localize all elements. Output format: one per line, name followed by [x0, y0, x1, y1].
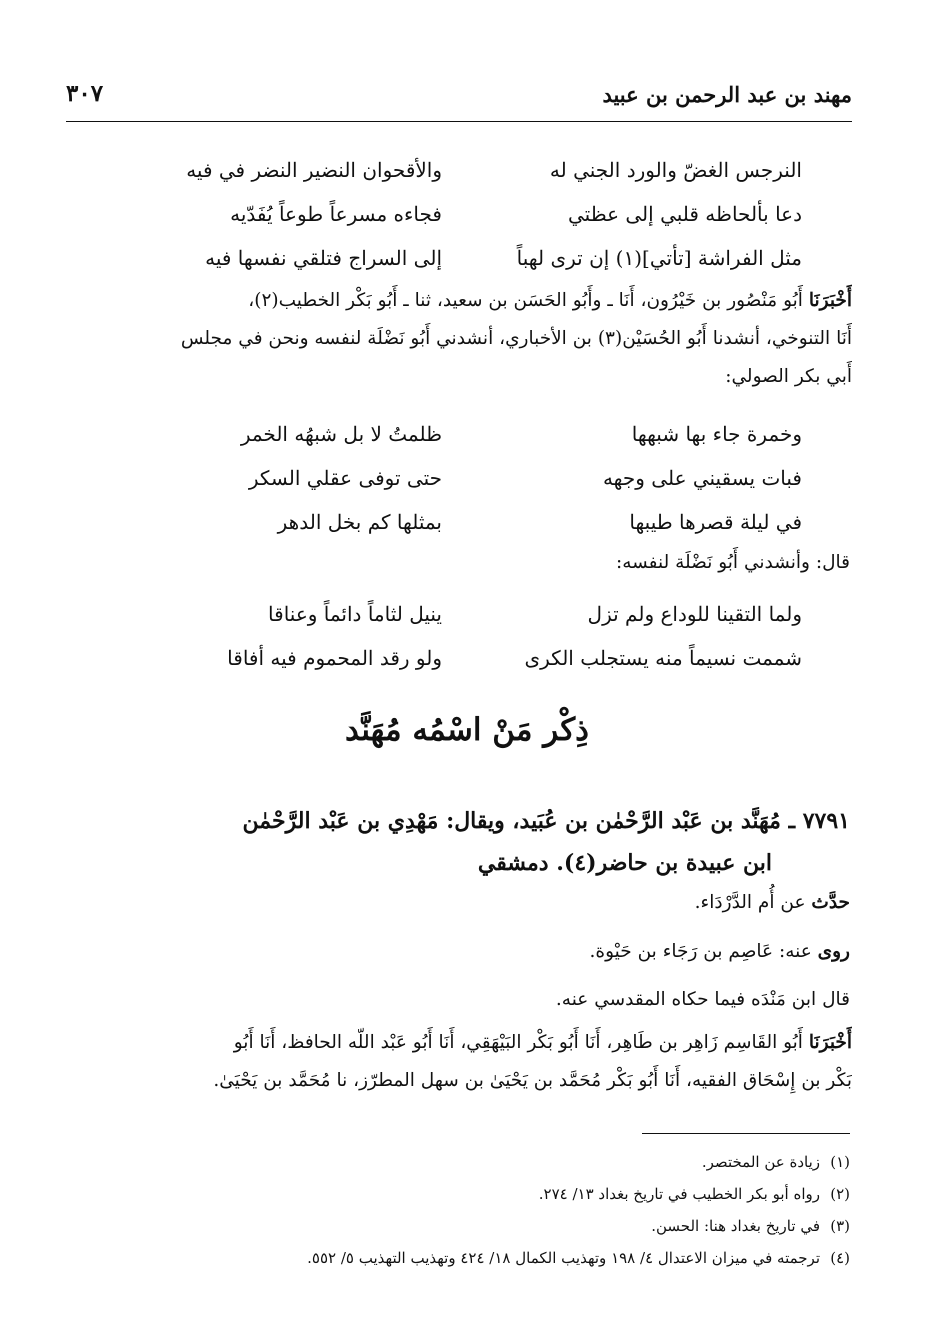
verse-5 [102, 462, 802, 494]
isnad-line: أَبي بكر الصولي: [725, 366, 852, 387]
verse-8 [102, 642, 802, 674]
verse-1 [102, 154, 802, 186]
entry-line: ٧٧٩١ ـ مُهَنَّد بن عَبْد الرَّحْمٰن بن عُبَيد، ويقال: مَهْدِي بن عَبْد الرَّحْمٰن [242, 808, 850, 834]
page-number: ٣٠٧ [66, 80, 104, 107]
verse-first-hemistich: دعا بألحاظه قلبي إلى عظتي [567, 202, 802, 226]
verse-2 [102, 198, 802, 230]
isnad-line: بَكْر بن إِسْحَاق الفقيه، أَنَا أَبُو بَكْر مُحَمَّد بن يَحْيَىٰ بن سهل المطرّز، نا مُحَمَّد بن يَحْيَىٰ. [213, 1070, 852, 1091]
verse-second-hemistich: ينيل لثاماً دائماً وعناقا [268, 602, 442, 626]
ibn-mandah-line: قال ابن مَنْدَه فيما حكاه المقدسي عنه. [555, 989, 850, 1010]
isnad-paragraph-2 [62, 1024, 852, 1100]
verse-second-hemistich: ولو رقد المحموم فيه أفاقا [227, 646, 442, 670]
isnad-line [62, 282, 852, 320]
verse-first-hemistich: النرجس الغضّ والورد الجني له [549, 158, 802, 182]
isnad-text: أَبُو مَنْصُور بن خَيْرُون، أَنَا ـ وأَبُو الحَسَن بن سعيد، ثنا ـ أَبُو بَكْر الخطيب(٢)، [248, 290, 803, 311]
verse-first-hemistich: وخمرة جاء بها شبهها [631, 422, 802, 446]
isnad-lead: أَخْبَرَنَا [808, 1032, 852, 1053]
verse-7 [102, 598, 802, 630]
footnote-number: (٢) [830, 1185, 850, 1203]
footnote-text: رواه أبو بكر الخطيب في تاريخ بغداد ١٣/ ٢٧٤. [538, 1185, 820, 1203]
header-rule [66, 121, 852, 122]
rawa-line [590, 937, 850, 967]
hadith-text: عن أُم الدَّرْدَاء. [694, 892, 806, 913]
isnad-lead: أَخْبَرَنَا [808, 290, 852, 311]
hadith-lead: حدَّث [811, 892, 850, 913]
hadith-line [695, 888, 850, 918]
poem-intro: قال: وأنشدني أَبُو نَضْلَة لنفسه: [616, 552, 850, 573]
verse-second-hemistich: والأقحوان النضير النضر في فيه [186, 158, 442, 182]
running-title: مهند بن عبد الرحمن بن عبيد [602, 82, 852, 107]
footnote-text: في تاريخ بغداد هنا: الحسن. [651, 1217, 820, 1235]
footnote-text: ترجمته في ميزان الاعتدال ٤/ ١٩٨ وتهذيب الكمال ١٨/ ٤٢٤ وتهذيب التهذيب ٥/ ٥٥٢. [307, 1249, 820, 1267]
rawa-lead: روى [817, 941, 850, 962]
verse-4 [102, 418, 802, 450]
isnad-paragraph-1 [62, 282, 852, 396]
isnad-line [62, 1024, 852, 1062]
rawa-text: عنه: عَاصِم بن رَجَاء بن حَيْوة. [589, 941, 812, 962]
verse-first-hemistich: ولما التقينا للوداع ولم تزل [587, 602, 802, 626]
footnote-4 [307, 1246, 850, 1270]
page-header [66, 76, 852, 122]
footnote-rule [642, 1133, 850, 1134]
footnote-2 [539, 1182, 850, 1206]
verse-3 [102, 242, 802, 274]
verse-second-hemistich: إلى السراج فتلقي نفسها فيه [205, 246, 442, 270]
verse-first-hemistich: شممت نسيماً منه يستجلب الكرى [524, 646, 802, 670]
section-title: ذِكْر مَنْ اسْمُه مُهَنَّد [345, 712, 589, 748]
footnote-number: (٣) [830, 1217, 850, 1235]
verse-second-hemistich: فجاءه مسرعاً طوعاً يُفَدّيه [230, 202, 442, 226]
verse-6 [102, 506, 802, 538]
isnad-text: أَبُو القَاسِم زَاهِر بن طَاهِر، أَنَا أَبُو بَكْر البَيْهَقِي، أَنَا أَبُو عَبْد اللّه الحافظ، أَنَا أَبُو [233, 1032, 803, 1053]
isnad-line: أَنَا التنوخي، أنشدنا أَبُو الحُسَيْن(٣) بن الأخباري، أنشدني أَبُو نَضْلَة لنفسه ونحن في مجلس [180, 328, 852, 349]
footnote-number: (١) [830, 1153, 850, 1171]
verse-first-hemistich: فبات يسقيني على وجهه [602, 466, 802, 490]
verse-first-hemistich: في ليلة قصرها طيبها [629, 510, 802, 534]
verse-second-hemistich: حتى توفى عقلي السكر [248, 466, 442, 490]
verse-second-hemistich: ظلمتُ لا بل شبهُه الخمر [240, 422, 442, 446]
biography-entry-heading [80, 800, 850, 884]
footnote-text: زيادة عن المختصر. [701, 1153, 820, 1171]
verse-second-hemistich: بمثلها كم بخل الدهر [277, 510, 442, 534]
footnote-1 [702, 1150, 850, 1174]
verse-first-hemistich: مثل الفراشة [تأتي](١) إن ترى لهباً [516, 246, 802, 270]
footnote-3 [651, 1214, 850, 1238]
entry-line: ابن عبيدة بن حاضر(٤). دمشقي [477, 850, 772, 876]
footnote-number: (٤) [830, 1249, 850, 1267]
